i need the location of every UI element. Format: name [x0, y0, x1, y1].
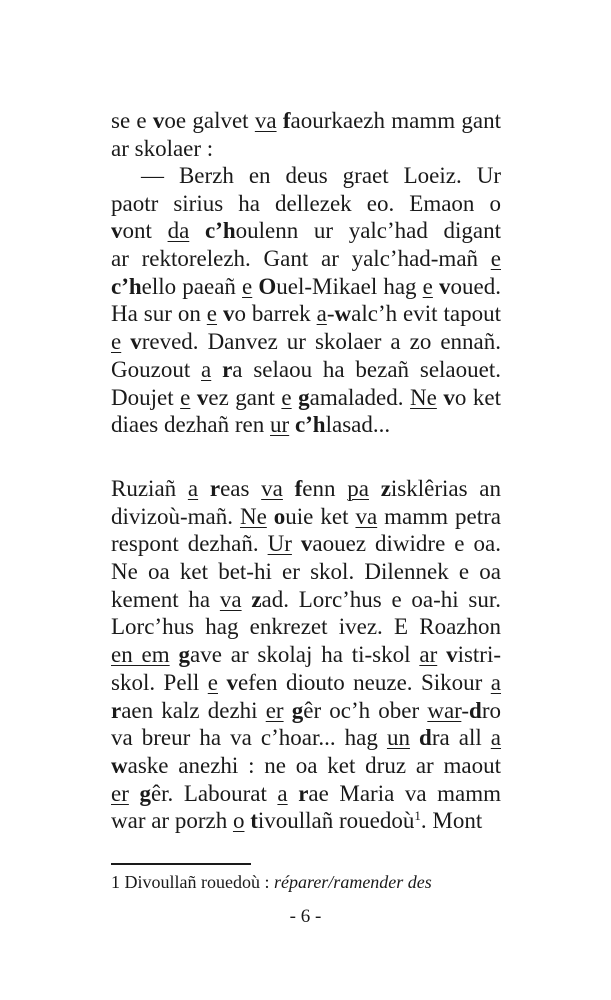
text-line	[111, 530, 501, 558]
bold-letter: v	[196, 384, 209, 410]
bold-letter: d	[419, 725, 432, 751]
text-run: aourkaezh mamm gant	[290, 108, 501, 133]
text-run: mamm petra	[377, 503, 501, 529]
text-run: a selaou ha bezañ selaouet.	[232, 356, 501, 382]
text-run: eas	[220, 476, 262, 501]
text-run: ont	[122, 218, 168, 244]
underlined-word: e	[281, 384, 292, 410]
text-run: oulenn ur yalc’had digant	[235, 218, 502, 244]
text-run	[437, 642, 446, 667]
text-line	[111, 190, 501, 218]
text-run: uie ket	[285, 503, 356, 529]
text-run	[267, 504, 274, 529]
text-run: Gouzout	[111, 356, 202, 382]
text-run: war ar porzh	[111, 808, 233, 834]
underlined-word: a	[316, 301, 327, 327]
underlined-word: o	[232, 808, 245, 834]
text-run: isklêrias an	[390, 476, 502, 501]
paragraph-2	[111, 162, 501, 439]
underlined-word: pa	[347, 476, 369, 501]
text-run: êr oc’h ober	[303, 697, 428, 723]
footnote-gloss: réparer/ramender des	[273, 872, 432, 892]
footnote-term: Divoullañ rouedoù :	[120, 872, 274, 892]
bold-letter: g	[139, 780, 151, 806]
text-run	[189, 218, 205, 243]
text-run: ello paeañ	[141, 273, 243, 299]
text-run	[242, 587, 252, 612]
bold-letter: w	[111, 752, 128, 778]
bold-letter: g	[178, 642, 190, 668]
text-run	[129, 781, 140, 806]
bold-letter: v	[222, 301, 235, 327]
text-line	[111, 475, 501, 503]
text-line	[111, 724, 501, 752]
text-line	[111, 669, 501, 697]
text-run: ae Maria va mamm	[308, 780, 502, 806]
text-line	[111, 245, 501, 273]
text-run: aske anezhi : ne oa ket druz ar maout	[127, 752, 501, 778]
text-run: Ruziañ	[111, 476, 188, 501]
underlined-word: ar	[419, 642, 438, 668]
footnote	[111, 870, 501, 894]
bold-letter: f	[294, 476, 303, 501]
text-run: ivoullañ rouedoù	[257, 808, 415, 834]
text-line	[111, 384, 501, 412]
bold-letter: c’h	[204, 218, 236, 244]
text-line	[111, 558, 501, 586]
underlined-word: ur	[270, 412, 290, 438]
bold-letter: v	[446, 642, 458, 668]
underlined-word: en em	[111, 642, 170, 668]
bold-letter: f	[282, 108, 291, 133]
underlined-word: Ur	[267, 531, 292, 557]
underlined-word: va	[219, 586, 242, 612]
underlined-word: e	[490, 246, 501, 272]
underlined-word: a	[277, 780, 288, 806]
text-line	[111, 697, 501, 725]
text-run: . Mont	[420, 808, 483, 834]
bold-letter: t	[250, 808, 258, 834]
text-run: ave ar skolaj ha ti-skol	[189, 642, 420, 668]
text-run: -	[461, 697, 470, 723]
text-run: Ha sur on	[111, 301, 207, 327]
text-run: paotr sirius ha dellezek eo. Emaon o	[111, 190, 501, 216]
text-run: istri-	[457, 642, 502, 668]
underlined-word: e	[242, 273, 253, 299]
text-run: respont dezhañ.	[111, 531, 268, 557]
bold-letter: v	[439, 273, 451, 299]
text-run: o barrek	[234, 301, 317, 327]
footnote-number: 1	[111, 872, 120, 892]
text-run: Ne oa ket bet-hi er skol. Dilennek e oa	[111, 559, 501, 585]
bold-letter: c’h	[294, 412, 326, 438]
text-run: enn	[302, 476, 348, 501]
underlined-word: er	[265, 697, 284, 723]
text-line	[111, 273, 501, 301]
text-run: se e	[111, 108, 153, 133]
text-line	[111, 217, 501, 245]
text-run: diaes dezhañ ren	[111, 412, 271, 438]
bold-letter: v	[152, 108, 165, 133]
text-line	[111, 411, 501, 439]
underlined-word: va	[261, 476, 283, 501]
paragraph-3	[111, 475, 501, 835]
text-run: Doujet	[111, 384, 181, 410]
text-run	[121, 329, 130, 354]
text-run: uel-Mikael hag	[276, 273, 423, 299]
text-run: skol. Pell	[111, 669, 208, 695]
text-run	[292, 531, 301, 556]
text-line	[111, 328, 501, 356]
bold-letter: O	[258, 273, 277, 299]
bold-letter: v	[111, 218, 123, 244]
text-run: ro	[481, 697, 501, 723]
underlined-word: Ne	[410, 384, 437, 410]
text-line	[111, 107, 501, 135]
underlined-word: e	[207, 669, 218, 695]
text-run: alc’h evit tapout	[351, 301, 501, 327]
bold-letter: v	[443, 384, 455, 410]
underlined-word: e	[180, 384, 191, 410]
text-run: ad. Lorc’hus e oa-hi sur.	[261, 586, 502, 612]
text-line	[111, 752, 501, 780]
text-run: -	[326, 301, 335, 327]
underlined-word: war	[427, 697, 462, 723]
text-run: aen kalz dezhi	[121, 697, 266, 723]
text-run: efen diouto neuze. Sikour	[237, 669, 491, 695]
footnote-ref: 1	[414, 808, 421, 824]
underlined-word: a	[187, 476, 199, 501]
bold-letter: r	[222, 356, 233, 382]
paragraph-1	[111, 107, 501, 162]
text-run: — Berzh en deus graet Loeiz. Ur	[111, 163, 501, 188]
bold-letter: g	[298, 384, 310, 410]
text-run: ar skolaer :	[111, 135, 214, 161]
text-run: amaladed.	[309, 384, 411, 410]
page-number: - 6 -	[289, 906, 322, 927]
underlined-word: e	[111, 329, 122, 355]
underlined-word: da	[167, 218, 190, 244]
footnote-separator	[111, 863, 251, 865]
text-line	[111, 503, 501, 531]
text-line	[111, 162, 501, 190]
bold-letter: z	[380, 476, 391, 501]
underlined-word: va	[254, 108, 277, 133]
text-run: divizoù-mañ.	[111, 503, 240, 529]
text-line	[111, 586, 501, 614]
text-line	[111, 807, 501, 835]
text-run	[284, 698, 292, 723]
text-run: aouez diwidre e oa.	[312, 531, 501, 557]
underlined-word: Ne	[239, 503, 267, 529]
text-run	[288, 781, 299, 806]
text-run: Lorc’hus hag enkrezet ivez. E Roazhon	[111, 614, 501, 640]
text-line	[111, 135, 501, 163]
underlined-word: er	[111, 780, 129, 806]
bold-letter: o	[273, 503, 286, 529]
text-line	[111, 356, 501, 384]
bold-letter: w	[334, 301, 352, 327]
text-run: ez gant	[208, 384, 282, 410]
bold-letter: c’h	[111, 273, 142, 299]
text-run: lasad...	[325, 412, 391, 438]
bold-letter: v	[226, 669, 238, 695]
text-line	[111, 300, 501, 328]
text-run	[369, 476, 381, 501]
text-run: reved. Danvez ur skolaer a zo ennañ.	[141, 329, 501, 355]
bold-letter: v	[130, 329, 142, 355]
bold-letter: r	[298, 780, 309, 806]
text-line	[111, 641, 501, 669]
bold-letter: g	[291, 697, 304, 723]
text-run	[198, 476, 210, 501]
bold-letter: v	[300, 531, 313, 557]
underlined-word: un	[386, 725, 410, 751]
text-run: o ket	[454, 384, 501, 410]
text-run: ra all	[431, 725, 491, 751]
bold-letter: r	[209, 476, 221, 501]
underlined-word: a	[490, 725, 502, 751]
underlined-word: va	[355, 503, 378, 529]
text-run: êr. Labourat	[150, 780, 278, 806]
underlined-word: e	[422, 273, 433, 299]
underlined-word: a	[490, 669, 502, 695]
bold-letter: d	[469, 697, 482, 723]
text-run: kement ha	[111, 586, 220, 612]
underlined-word: e	[206, 301, 218, 327]
text-run	[410, 725, 419, 750]
text-run: oe galvet	[164, 108, 255, 133]
bold-letter: z	[251, 586, 262, 612]
text-run: va breur ha va c’hoar... hag	[111, 725, 387, 751]
text-line	[111, 613, 501, 641]
underlined-word: a	[201, 356, 212, 382]
text-run	[211, 357, 222, 382]
text-run	[283, 476, 295, 501]
text-run: ar rektorelezh. Gant ar yalc’had-mañ	[111, 246, 491, 272]
text-run: oued.	[450, 273, 501, 299]
bold-letter: r	[111, 697, 122, 723]
text-line	[111, 780, 501, 808]
